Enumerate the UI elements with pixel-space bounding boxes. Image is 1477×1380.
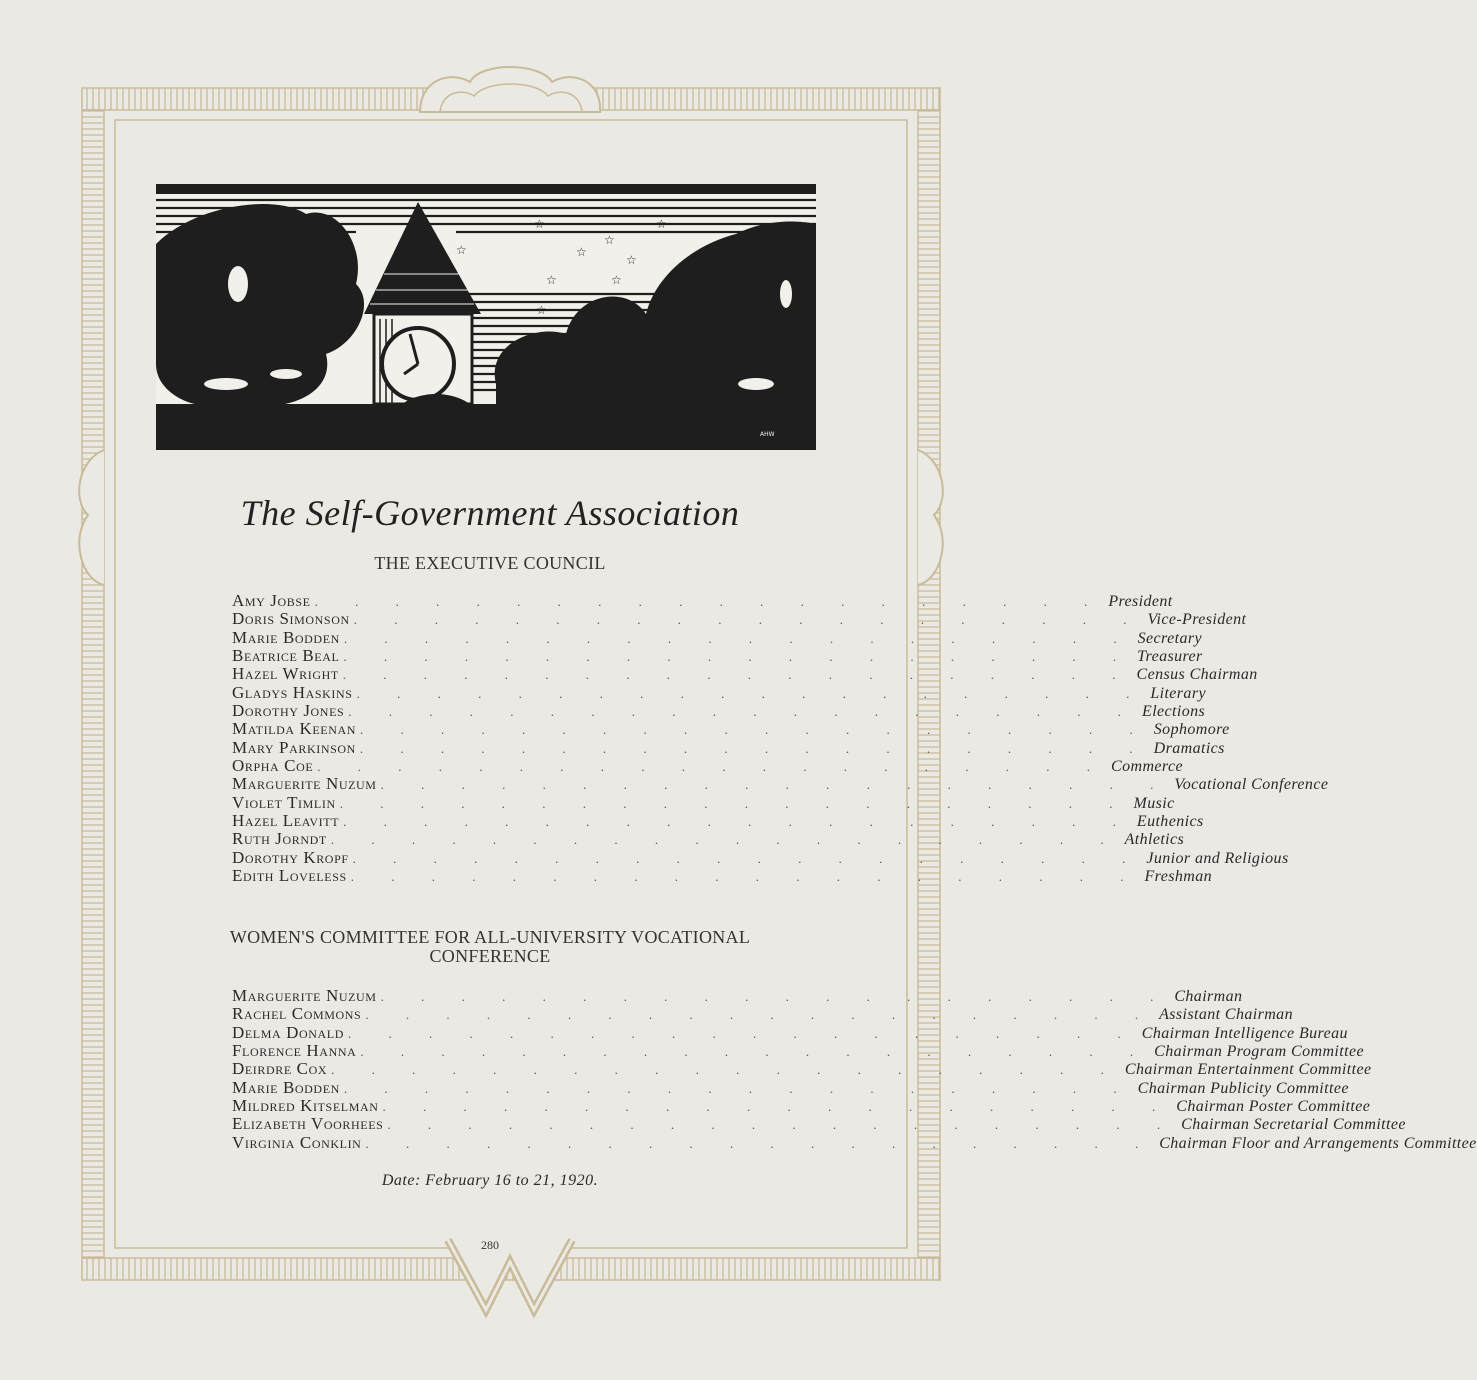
- roster-row: [232, 627, 1202, 647]
- svg-text:☆: ☆: [536, 303, 547, 317]
- roster-row: [232, 719, 1230, 739]
- member-role: President: [1108, 593, 1173, 610]
- conference-date: Date: February 16 to 21, 1920.: [381, 1172, 599, 1189]
- roster-row: [232, 986, 1243, 1005]
- member-name: Delma Donald: [232, 1022, 344, 1042]
- member-role: Elections: [1142, 703, 1206, 721]
- page-number: 280: [481, 1238, 499, 1252]
- member-name: Matilda Keenan: [232, 719, 357, 739]
- member-role: Assistant Chairman: [1159, 1006, 1293, 1024]
- leader-dots: . . . . . . . . . . . . . . . . . . . .: [342, 667, 1133, 683]
- member-role: Sophomore: [1153, 721, 1230, 739]
- member-name: Beatrice Beal: [232, 646, 340, 666]
- leader-dots: . . . . . . . . . . . . . . . . . . . .: [356, 685, 1147, 701]
- member-role: Chairman Intelligence Bureau: [1141, 1024, 1348, 1042]
- member-name: Virginia Conklin: [232, 1132, 362, 1152]
- leader-dots: . . . . . . . . . . . . . . . . . . . .: [365, 1135, 1156, 1151]
- leader-dots: . . . . . . . . . . . . . . . . . . . .: [348, 1025, 1138, 1041]
- womens-committee-heading-line2: CONFERENCE: [429, 946, 551, 966]
- member-name: Dorothy Kropf: [232, 847, 349, 867]
- member-name: Hazel Leavitt: [232, 811, 340, 831]
- leader-dots: . . . . . . . . . . . . . . . . . . . .: [339, 795, 1130, 811]
- member-name: Dorothy Jones: [232, 701, 345, 721]
- svg-text:☆: ☆: [546, 273, 557, 287]
- member-role: Chairman Publicity Committee: [1137, 1079, 1349, 1097]
- roster-row: [232, 774, 1329, 794]
- leader-dots: . . . . . . . . . . . . . . . . . . . .: [314, 594, 1105, 609]
- svg-text:☆: ☆: [611, 273, 622, 287]
- executive-council-heading: THE EXECUTIVE COUNCIL: [374, 553, 606, 573]
- roster-row: [232, 847, 1289, 867]
- roster-row: [232, 664, 1258, 684]
- leader-dots: . . . . . . . . . . . . . . . . . . . .: [359, 740, 1150, 756]
- svg-text:☆: ☆: [534, 217, 545, 231]
- roster-row: [232, 1041, 1364, 1061]
- leader-dots: . . . . . . . . . . . . . . . . . . . .: [352, 850, 1143, 866]
- member-name: Deirdre Cox: [232, 1059, 328, 1079]
- roster-row: [232, 866, 1212, 886]
- member-role: Vocational Conference: [1174, 776, 1329, 794]
- member-name: Marguerite Nuzum: [232, 986, 377, 1005]
- page-title: The Self-Government Association: [240, 493, 740, 533]
- member-role: Euthenics: [1136, 813, 1204, 831]
- roster-row: [232, 591, 1173, 610]
- leader-dots: . . . . . . . . . . . . . . . . . . . .: [348, 704, 1139, 720]
- leader-dots: . . . . . . . . . . . . . . . . . . . .: [343, 1080, 1134, 1096]
- leader-dots: . . . . . . . . . . . . . . . . . . . .: [360, 1044, 1151, 1060]
- member-role: Chairman Poster Committee: [1176, 1098, 1371, 1116]
- leader-dots: . . . . . . . . . . . . . . . . . . . .: [353, 612, 1144, 628]
- clock-tower-night-illustration: [156, 184, 816, 450]
- leader-dots: . . . . . . . . . . . . . . . . . . . .: [380, 989, 1171, 1004]
- member-role: Chairman Floor and Arrangements Committee: [1159, 1134, 1477, 1152]
- roster-row: [232, 1096, 1371, 1116]
- member-name: Mildred Kitselman: [232, 1096, 379, 1116]
- roster-row: [232, 609, 1247, 629]
- leader-dots: . . . . . . . . . . . . . . . . . . . .: [350, 869, 1141, 885]
- member-role: Junior and Religious: [1146, 849, 1289, 867]
- member-role: Secretary: [1137, 629, 1202, 647]
- member-name: Orpha Coe: [232, 756, 314, 776]
- leader-dots: . . . . . . . . . . . . . . . . . . . .: [343, 814, 1133, 830]
- leader-dots: . . . . . . . . . . . . . . . . . . . .: [330, 832, 1121, 848]
- svg-text:☆: ☆: [576, 245, 587, 259]
- member-name: Violet Timlin: [232, 792, 336, 812]
- roster-row: [232, 701, 1206, 721]
- member-name: Mary Parkinson: [232, 737, 356, 757]
- roster-row: [232, 1022, 1348, 1042]
- womens-committee-heading-line1: WOMEN'S COMMITTEE FOR ALL-UNIVERSITY VOCATIONAL: [229, 927, 751, 947]
- roster-row: [232, 1132, 1477, 1152]
- member-name: Marie Bodden: [232, 1077, 340, 1097]
- member-name: Rachel Commons: [232, 1004, 362, 1024]
- executive-council-roster: [232, 591, 1329, 886]
- roster-row: [232, 792, 1175, 812]
- member-name: Hazel Wright: [232, 664, 339, 684]
- artist-initials: AHW: [760, 431, 775, 438]
- member-role: Athletics: [1124, 831, 1185, 849]
- leader-dots: . . . . . . . . . . . . . . . . . . . .: [343, 630, 1134, 646]
- leader-dots: . . . . . . . . . . . . . . . . . . . .: [317, 759, 1108, 775]
- leader-dots: . . . . . . . . . . . . . . . . . . . .: [360, 722, 1150, 738]
- leader-dots: . . . . . . . . . . . . . . . . . . . .: [331, 1062, 1121, 1078]
- member-name: Doris Simonson: [232, 609, 350, 629]
- leader-dots: . . . . . . . . . . . . . . . . . . . .: [387, 1117, 1178, 1133]
- roster-row: [232, 829, 1185, 849]
- member-name: Amy Jobse: [232, 591, 311, 610]
- roster-row: [232, 756, 1183, 776]
- svg-text:☆: ☆: [456, 243, 467, 257]
- roster-row: [232, 646, 1203, 666]
- member-name: Marguerite Nuzum: [232, 774, 377, 794]
- member-role: Commerce: [1111, 758, 1183, 776]
- member-role: Vice-President: [1147, 611, 1247, 629]
- womens-committee-roster: [232, 986, 1477, 1152]
- leader-dots: . . . . . . . . . . . . . . . . . . . .: [380, 777, 1171, 793]
- member-role: Freshman: [1144, 868, 1212, 886]
- svg-text:☆: ☆: [626, 253, 637, 267]
- member-role: Chairman Secretarial Committee: [1181, 1116, 1406, 1134]
- member-role: Literary: [1150, 684, 1206, 702]
- roster-row: [232, 811, 1204, 831]
- roster-row: [232, 1059, 1372, 1079]
- member-role: Music: [1133, 794, 1175, 812]
- member-name: Edith Loveless: [232, 866, 347, 886]
- member-name: Ruth Jorndt: [232, 829, 327, 849]
- member-role: Census Chairman: [1136, 666, 1258, 684]
- member-name: Florence Hanna: [232, 1041, 357, 1061]
- member-role: Chairman Program Committee: [1154, 1043, 1364, 1061]
- member-name: Gladys Haskins: [232, 682, 353, 702]
- leader-dots: . . . . . . . . . . . . . . . . . . . .: [382, 1099, 1173, 1115]
- roster-row: [232, 737, 1225, 757]
- member-role: Dramatics: [1153, 739, 1225, 757]
- member-role: Chairman: [1174, 988, 1243, 1005]
- leader-dots: . . . . . . . . . . . . . . . . . . . .: [365, 1007, 1156, 1023]
- svg-text:☆: ☆: [656, 217, 667, 231]
- roster-row: [232, 1077, 1349, 1097]
- svg-text:☆: ☆: [604, 233, 615, 247]
- member-name: Marie Bodden: [232, 627, 340, 647]
- member-name: Elizabeth Voorhees: [232, 1114, 384, 1134]
- roster-row: [232, 1114, 1406, 1134]
- member-role: Chairman Entertainment Committee: [1124, 1061, 1372, 1079]
- member-role: Treasurer: [1137, 648, 1203, 666]
- leader-dots: . . . . . . . . . . . . . . . . . . . .: [343, 649, 1134, 665]
- roster-row: [232, 682, 1206, 702]
- roster-row: [232, 1004, 1293, 1024]
